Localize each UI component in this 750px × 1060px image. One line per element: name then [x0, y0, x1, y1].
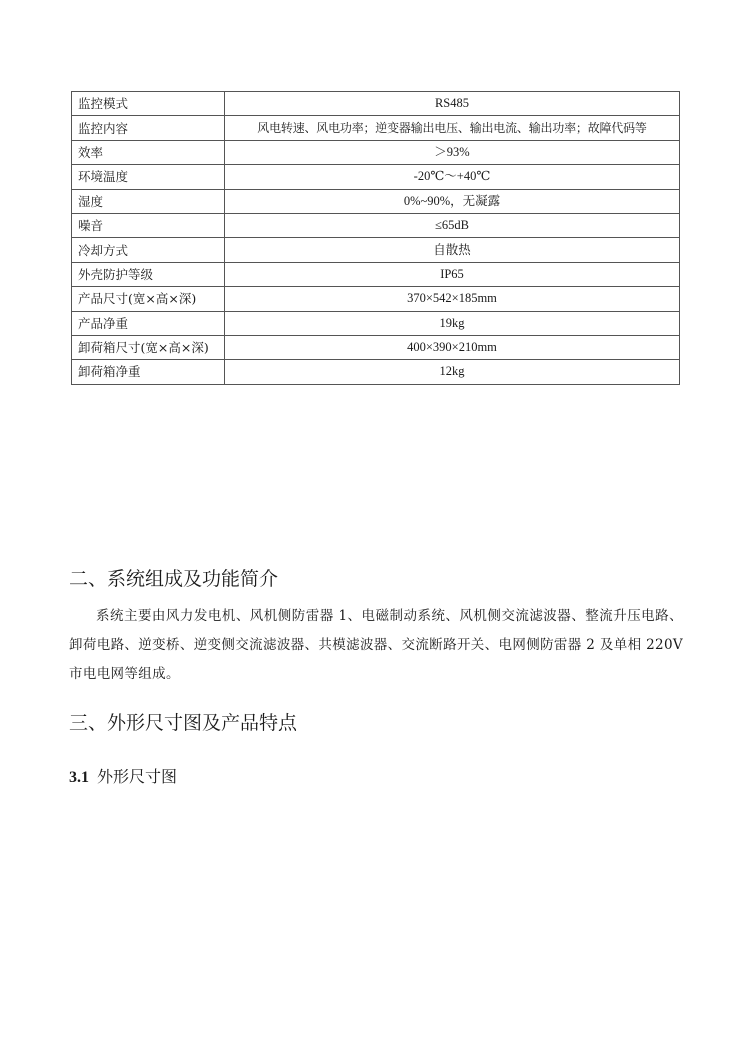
- spec-label: 卸荷箱尺寸(宽×高×深): [72, 335, 225, 359]
- table-row: [72, 92, 680, 116]
- spec-table: [71, 91, 680, 385]
- spec-label: 环境温度: [72, 165, 225, 189]
- spec-value: ＞93%: [225, 140, 680, 164]
- spec-value: 12kg: [225, 360, 680, 384]
- spec-value: IP65: [225, 262, 680, 286]
- spec-value: 400×390×210mm: [225, 335, 680, 359]
- table-row: [72, 189, 680, 213]
- section-heading-dimensions-features: 三、外形尺寸图及产品特点: [69, 712, 298, 734]
- spec-label: 卸荷箱净重: [72, 360, 225, 384]
- spec-label: 外壳防护等级: [72, 262, 225, 286]
- spec-label: 湿度: [72, 189, 225, 213]
- table-row: [72, 360, 680, 384]
- spec-value: RS485: [225, 92, 680, 116]
- spec-label: 效率: [72, 140, 225, 164]
- subsection-title: 外形尺寸图: [97, 767, 178, 786]
- table-row: [72, 287, 680, 311]
- table-row: [72, 140, 680, 164]
- table-row: [72, 116, 680, 140]
- spec-value: 19kg: [225, 311, 680, 335]
- spec-label: 产品净重: [72, 311, 225, 335]
- subsection-number: 3.1: [69, 769, 89, 786]
- table-row: [72, 262, 680, 286]
- table-row: [72, 165, 680, 189]
- table-row: [72, 335, 680, 359]
- spec-value: 自散热: [225, 238, 680, 262]
- table-row: [72, 311, 680, 335]
- spec-value: 370×542×185mm: [225, 287, 680, 311]
- spec-value: ≤65dB: [225, 213, 680, 237]
- spec-value: 风电转速、风电功率；逆变器输出电压、输出电流、输出功率；故障代码等: [225, 116, 680, 140]
- table-row: [72, 238, 680, 262]
- spec-label: 监控内容: [72, 116, 225, 140]
- spec-label: 监控模式: [72, 92, 225, 116]
- system-description-paragraph: 系统主要由风力发电机、风机侧防雷器 1、电磁制动系统、风机侧交流滤波器、整流升压电路、卸荷电路、逆变桥、逆变侧交流滤波器、共模滤波器、交流断路开关、电网侧防雷器 2 及单相 220V 市电电网等组成。: [69, 608, 683, 682]
- spec-value: 0%~90%，无凝露: [225, 189, 680, 213]
- subsection-heading-dimension-drawing: [69, 766, 177, 789]
- spec-label: 产品尺寸(宽×高×深): [72, 287, 225, 311]
- table-row: [72, 213, 680, 237]
- spec-value: -20℃～+40℃: [225, 165, 680, 189]
- spec-label: 冷却方式: [72, 238, 225, 262]
- spec-label: 噪音: [72, 213, 225, 237]
- section-heading-system-composition: 二、系统组成及功能简介: [69, 568, 279, 590]
